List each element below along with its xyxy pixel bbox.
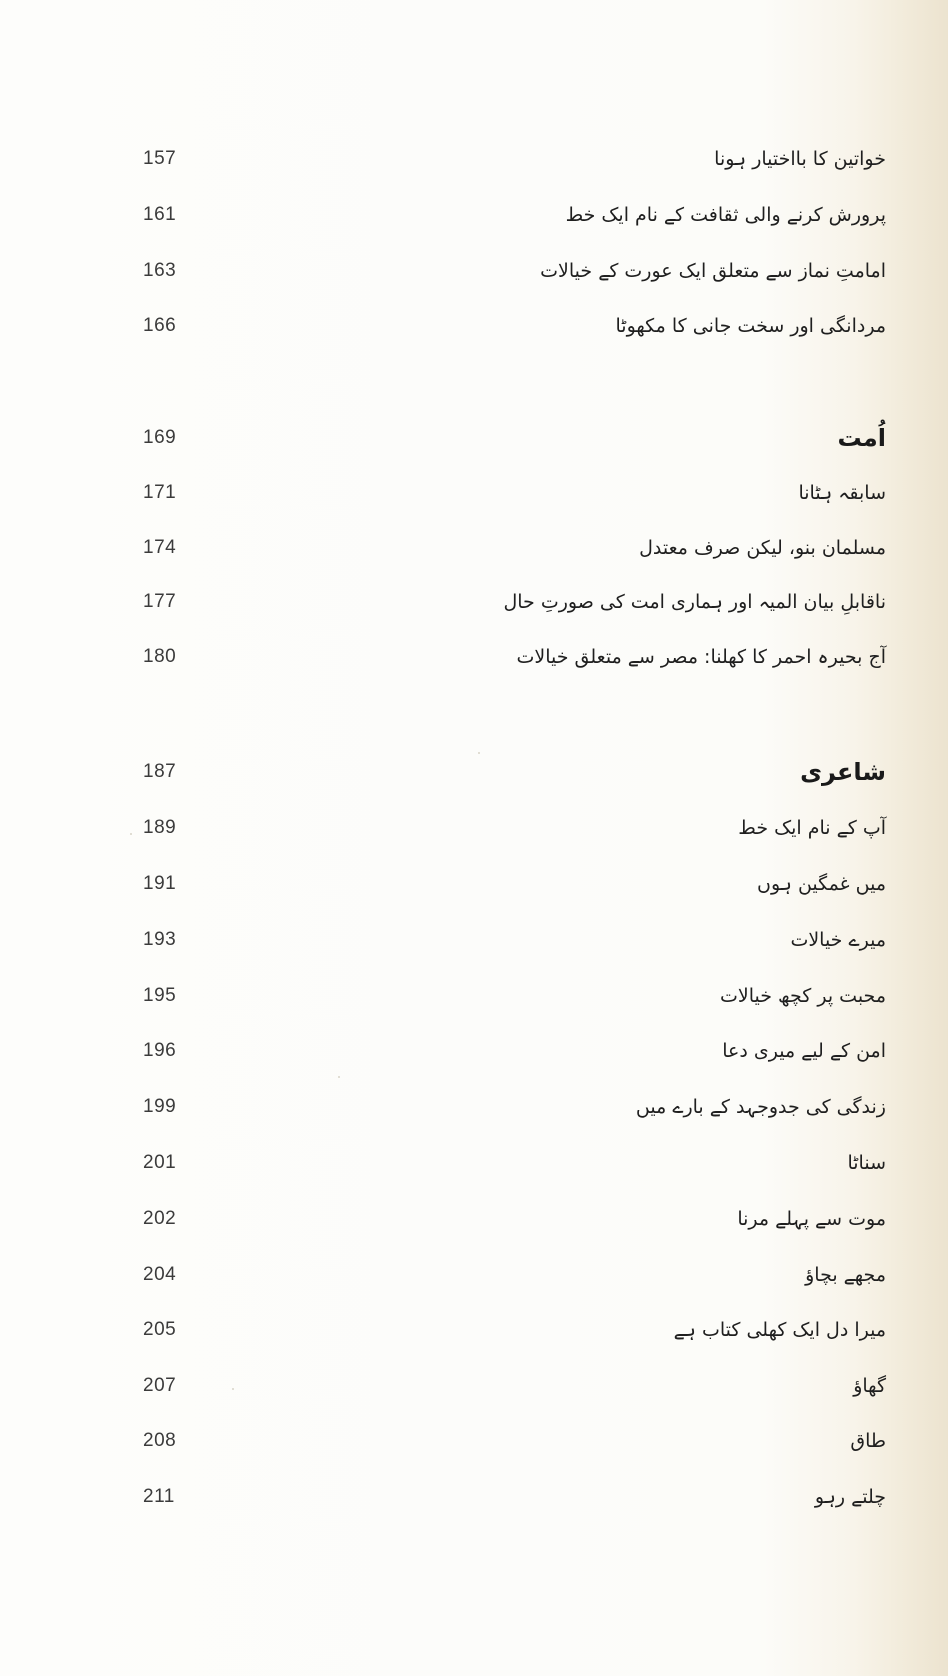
- entry-title: مسلمان بنو، لیکن صرف معتدل: [639, 537, 886, 559]
- entry-title: امامتِ نماز سے متعلق ایک عورت کے خیالات: [540, 260, 886, 282]
- entry-title: سابقہ ہٹانا: [798, 482, 886, 504]
- entry-title: زندگی کی جدوجہد کے بارے میں: [635, 1096, 886, 1118]
- paper-speck: [130, 833, 132, 835]
- toc-entry[interactable]: [0, 306, 948, 346]
- toc-entry[interactable]: [0, 920, 948, 960]
- entry-title: موت سے پہلے مرنا: [737, 1208, 886, 1230]
- entry-title: مجھے بچاؤ: [805, 1264, 886, 1286]
- toc-entry[interactable]: [0, 1477, 948, 1517]
- page-number: 187: [143, 761, 177, 782]
- paper-speck: [232, 1388, 234, 1390]
- section-heading-poetry[interactable]: [0, 752, 948, 792]
- page-number: 201: [143, 1152, 177, 1173]
- entry-title: خواتین کا بااختیار ہونا: [714, 148, 886, 170]
- page-number: 166: [143, 315, 177, 336]
- entry-title: پرورش کرنے والی ثقافت کے نام ایک خط: [565, 204, 886, 226]
- page-number: 207: [143, 1375, 177, 1396]
- page-number: 191: [143, 873, 177, 894]
- entry-title: چلتے رہو: [814, 1486, 886, 1508]
- toc-entry[interactable]: [0, 1255, 948, 1295]
- toc-entry[interactable]: [0, 1421, 948, 1461]
- page-number: 199: [143, 1096, 177, 1117]
- toc-entry[interactable]: [0, 808, 948, 848]
- entry-title: آج بحیرہ احمر کا کھلنا: مصر سے متعلق خیالات: [516, 646, 886, 668]
- paper-speck: [478, 752, 480, 754]
- toc-entry[interactable]: [0, 1366, 948, 1406]
- page-number: 174: [143, 537, 177, 558]
- toc-entry[interactable]: [0, 1143, 948, 1183]
- entry-title: آپ کے نام ایک خط: [738, 817, 886, 839]
- entry-title: محبت پر کچھ خیالات: [719, 985, 886, 1007]
- paper-speck: [338, 1076, 340, 1078]
- page-number: 169: [143, 427, 177, 448]
- page-number: 161: [143, 204, 177, 225]
- toc-entry[interactable]: [0, 251, 948, 291]
- entry-title: ناقابلِ بیان المیہ اور ہماری امت کی صورتِ حال: [503, 591, 886, 613]
- toc-entry[interactable]: [0, 1310, 948, 1350]
- toc-entry[interactable]: [0, 195, 948, 235]
- toc-entry[interactable]: [0, 582, 948, 622]
- toc-entry[interactable]: [0, 1199, 948, 1239]
- page-number: 180: [143, 646, 177, 667]
- entry-title: میرے خیالات: [790, 929, 886, 951]
- toc-entry[interactable]: [0, 864, 948, 904]
- section-heading-title: شاعری: [800, 758, 886, 786]
- page-number: 157: [143, 148, 177, 169]
- entry-title: گھاؤ: [853, 1375, 886, 1397]
- entry-title: امن کے لیے میری دعا: [722, 1040, 886, 1062]
- page-number: 177: [143, 591, 177, 612]
- toc-entry[interactable]: [0, 976, 948, 1016]
- toc-entry[interactable]: [0, 528, 948, 568]
- page-number: 163: [143, 260, 177, 281]
- page-number: 193: [143, 929, 177, 950]
- section-heading-ummat[interactable]: [0, 418, 948, 458]
- toc-entry[interactable]: [0, 473, 948, 513]
- page-number: 208: [143, 1430, 177, 1451]
- page-number: 195: [143, 985, 177, 1006]
- entry-title: مردانگی اور سخت جانی کا مکھوٹا: [615, 315, 886, 337]
- toc-entry[interactable]: [0, 1087, 948, 1127]
- toc-entry[interactable]: [0, 1031, 948, 1071]
- entry-title: میں غمگین ہوں: [757, 873, 886, 895]
- section-heading-title: اُمت: [837, 424, 886, 452]
- entry-title: میرا دل ایک کھلی کتاب ہے: [673, 1319, 886, 1341]
- page-number: 196: [143, 1040, 177, 1061]
- toc-entry[interactable]: [0, 637, 948, 677]
- entry-title: طاق: [850, 1430, 886, 1452]
- page-number: 202: [143, 1208, 177, 1229]
- page-number: 204: [143, 1264, 177, 1285]
- page-number: 211: [143, 1486, 175, 1507]
- entry-title: سناٹا: [847, 1152, 886, 1174]
- page-number: 189: [143, 817, 177, 838]
- page-number: 171: [143, 482, 177, 503]
- page-number: 205: [143, 1319, 177, 1340]
- toc-entry[interactable]: [0, 139, 948, 179]
